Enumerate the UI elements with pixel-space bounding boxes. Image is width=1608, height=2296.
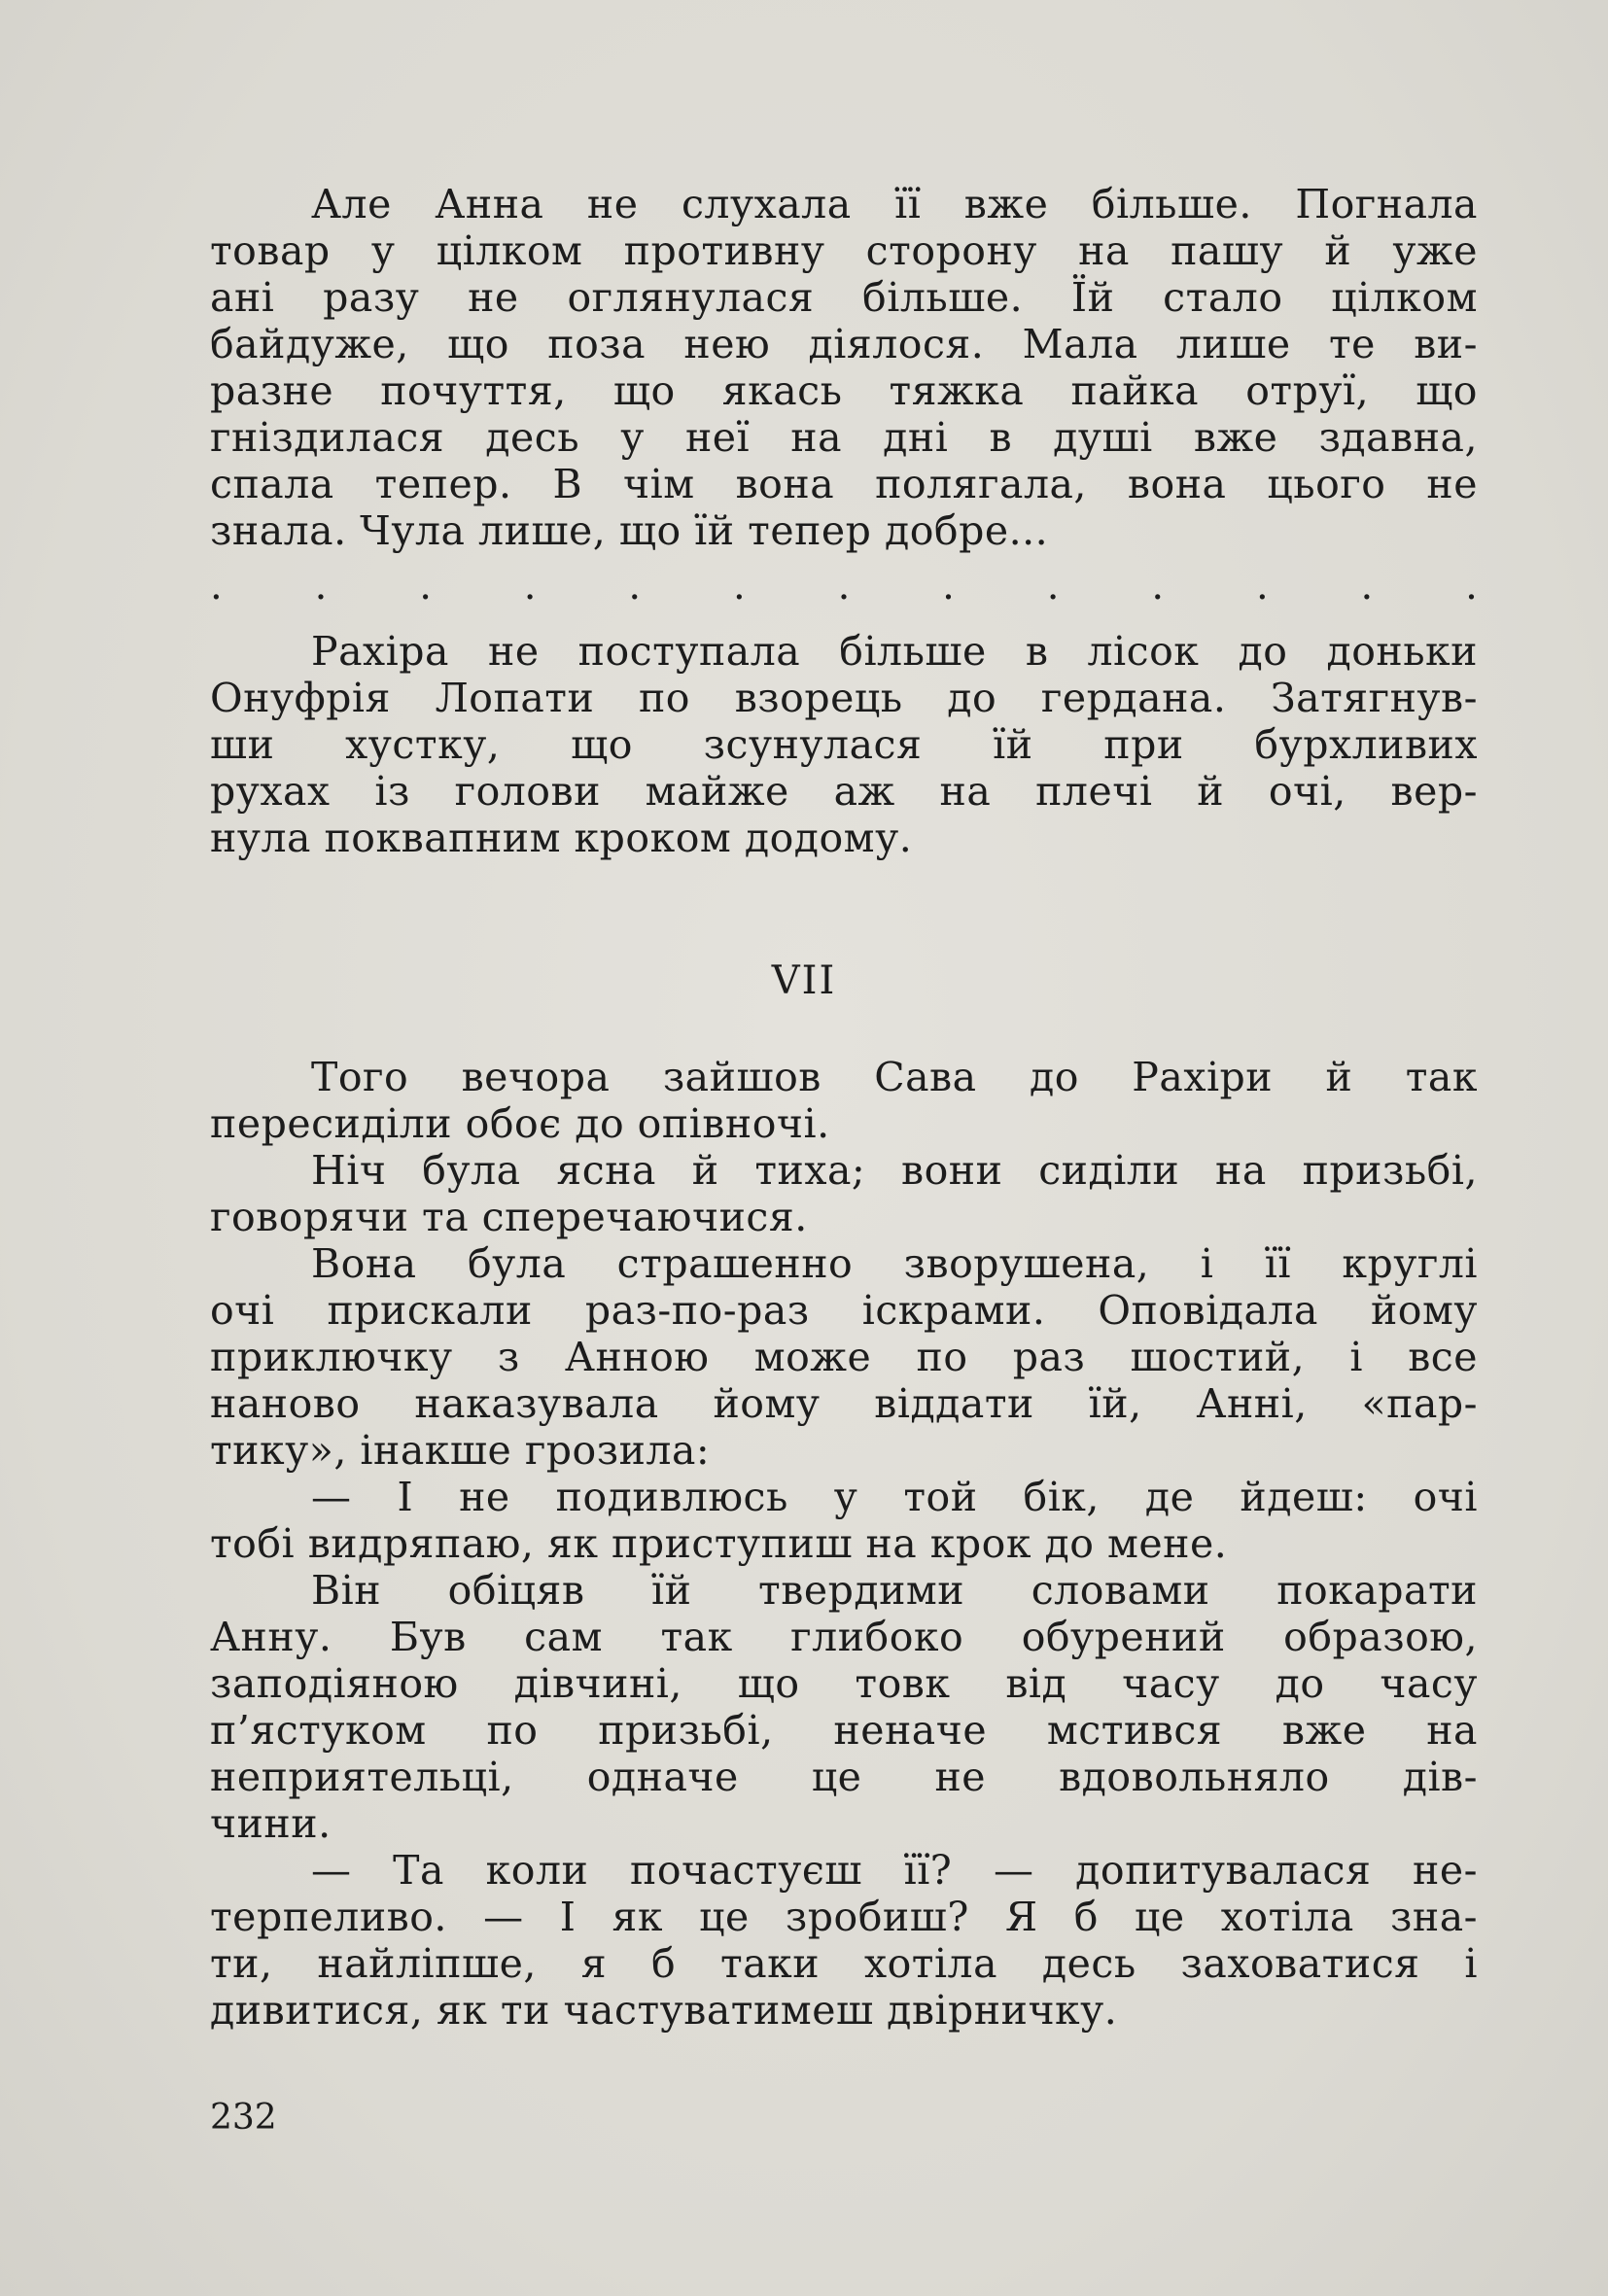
text-line: терпеливо. — І як це зробиш? Я б це хотіла зна- [210, 1894, 1478, 1940]
paragraph-rakhira [210, 628, 1478, 861]
separator-dot: . [1465, 564, 1478, 609]
chapter-heading: VII [771, 958, 837, 1003]
text-line: чини. [210, 1800, 332, 1847]
text-line: — І не подивлюсь у той бік, де йдеш: очі [311, 1474, 1478, 1520]
text-line: заподіяною дівчині, що товк від часу до часу [210, 1660, 1478, 1707]
text-line: рухах із голови майже аж на плечі й очі, вер- [210, 768, 1478, 815]
text-line: п’ястуком по призьбі, неначе мстився вже на [210, 1707, 1478, 1754]
separator-dot: . [1151, 564, 1165, 609]
text-line: гніздилася десь у неї на дні в душі вже здавна, [210, 414, 1478, 461]
text-line: ані разу не оглянулася більше. Їй стало цілком [210, 274, 1478, 321]
separator-dot: . [210, 564, 223, 609]
separator-dot: . [523, 564, 537, 609]
text-line: дивитися, як ти частуватимеш двірничку. [210, 1987, 1118, 2034]
chapter-body [210, 1054, 1478, 2034]
text-line: Вона була страшенно зворушена, і її круглі [311, 1240, 1478, 1287]
paragraph-anna [210, 181, 1478, 554]
separator-dot: . [942, 564, 955, 609]
text-line: нула поквапним кроком додому. [210, 815, 913, 861]
text-line: байдуже, що поза нею діялося. Мала лише те ви- [210, 321, 1478, 367]
text-line: неприятельці, одначе це не вдовольняло дів- [210, 1754, 1478, 1800]
text-line: Того вечора зайшов Сава до Рахіри й так [311, 1054, 1478, 1100]
separator-dot: . [419, 564, 432, 609]
text-line: Ніч була ясна й тиха; вони сиділи на призьбі, [311, 1147, 1478, 1194]
text-line: наново наказувала йому віддати їй, Анні, «пар- [210, 1380, 1478, 1427]
separator-dot: . [1255, 564, 1269, 609]
text-line: приключку з Анною може по раз шостий, і все [210, 1334, 1478, 1380]
text-line: тобі видряпаю, як приступиш на крок до мене. [210, 1520, 1228, 1567]
text-line: разне почуття, що якась тяжка пайка отруї, що [210, 367, 1478, 414]
text-line: — Та коли почастуєш її? — допитувалася не- [311, 1847, 1478, 1894]
text-line: Він обіцяв їй твердими словами покарати [311, 1567, 1478, 1614]
text-line: знала. Чула лише, що їй тепер добре... [210, 507, 1049, 554]
separator-dot: . [628, 564, 642, 609]
section-separator [210, 564, 1478, 609]
separator-dot: . [1360, 564, 1374, 609]
text-line: ти, найліпше, я б таки хотіла десь заховатися і [210, 1940, 1478, 1987]
separator-dot: . [314, 564, 328, 609]
text-line: Але Анна не слухала її вже більше. Погнала [311, 181, 1478, 227]
text-line: Анну. Був сам так глибоко обурений образою, [210, 1614, 1478, 1660]
text-line: говорячи та сперечаючися. [210, 1194, 808, 1240]
text-line: товар у цілком противну сторону на пашу й уже [210, 227, 1478, 274]
text-line: Онуфрія Лопати по взорець до гердана. Затягнув- [210, 675, 1478, 721]
text-line: пересиділи обоє до опівночі. [210, 1100, 830, 1147]
text-line: очі прискали раз-по-раз іскрами. Оповідала йому [210, 1287, 1478, 1334]
separator-dot: . [837, 564, 851, 609]
separator-dot: . [732, 564, 746, 609]
text-line: ши хустку, що зсунулася їй при бурхливих [210, 721, 1478, 768]
separator-dot: . [1046, 564, 1060, 609]
text-line: тику», інакше грозила: [210, 1427, 711, 1474]
text-line: спала тепер. В чім вона полягала, вона цього не [210, 461, 1478, 507]
text-line: Рахіра не поступала більше в лісок до доньки [311, 628, 1478, 675]
page-number: 232 [210, 2098, 277, 2138]
